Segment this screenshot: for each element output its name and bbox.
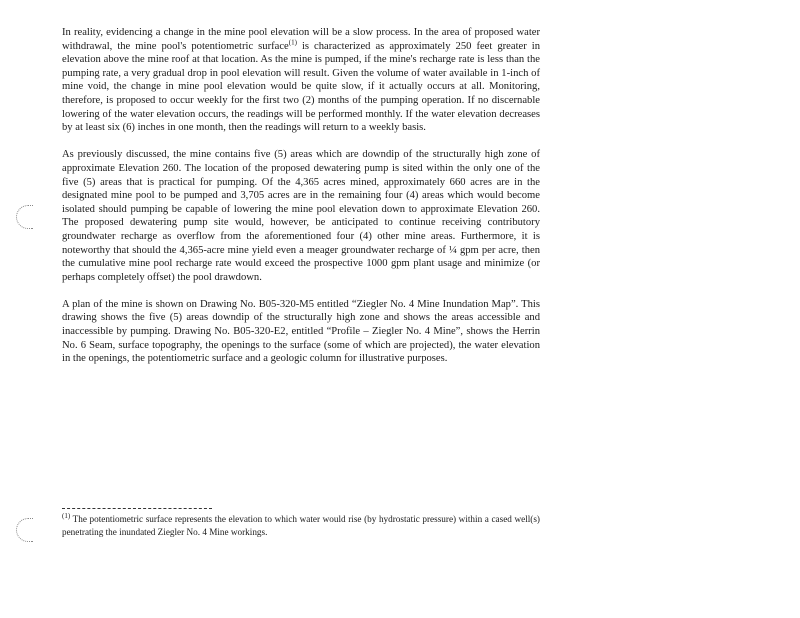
paragraph-1-start: In reality, evidencing a change in the mine pool elevation will be a slow process. In the area of proposed water withdrawal, the mine pool's potentiometric surface	[62, 27, 540, 52]
paragraph-2: As previously discussed, the mine contains five (5) areas which are downdip of the structurally high zone of approximate Elevation 260. The location of the proposed dewatering pump is sited within the only one of the five (5) areas that is practical for pumping. Of the 4,365 acres mined, approximately 660 acres are in the designated mine pool to be pumped and 3,705 acres are in the remaining four (4) areas which would become isolated should pumping be capable of lowering the mine pool elevation down to approximate Elevation 260. The proposed dewatering pump site would, however, be anticipated to continue receiving contributory groundwater recharge as overflow from the aforementioned four (4) other mine areas. Furthermore, it is noteworthy that should the 4,365-acre mine yield even a meager groundwater recharge of ¼ gpm per acre, then the cumulative mine pool recharge rate would exceed the prospective 1000 gpm plant usage and minimize (or perhaps completely offset) the pool drawdown.	[62, 149, 540, 283]
footnote-marker: (1)	[62, 511, 71, 520]
punch-hole-mark	[16, 518, 33, 542]
footnote-reference: (1)	[288, 38, 297, 47]
footnote-text: The potentiometric surface represents the elevation to which water would rise (by hydrostatic pressure) within a cased well(s) penetrating the inundated Ziegler No. 4 Mine workings.	[62, 514, 540, 537]
cut-off-header-text	[100, 0, 280, 4]
footnote-separator	[62, 508, 212, 509]
paragraph-1-rest: is characterized as approximately 250 feet greater in elevation above the mine roof at that location. As the mine is pumped, if the mine's recharge rate is less than the pumping rate, a very gradual drop in pool elevation will result. Given the volume of water available in 1-inch of mine void, the change in mine pool elevation would be quite slow, if it actually occurs at all. Monitoring, therefore, is proposed to occur weekly for the first two (2) months of the pumping operation. If no discernable lowering of the water elevation occurs, the readings will be performed monthly. If the water elevation decreases by at least six (6) inches in one month, then the readings will return to a weekly basis.	[62, 40, 540, 134]
paragraph-3: A plan of the mine is shown on Drawing No. B05-320-M5 entitled “Ziegler No. 4 Mine Inundation Map”. This drawing shows the five (5) areas downdip of the structurally high zone and shows the areas accessible and inaccessible by pumping. Drawing No. B05-320-E2, entitled “Profile – Ziegler No. 4 Mine”, shows the Herrin No. 6 Seam, surface topography, the openings to the surface (some of which are projected), the water elevation in the openings, the potentiometric surface and a geologic column for illustrative purposes.	[62, 298, 540, 365]
body-text	[62, 26, 540, 379]
footnote	[62, 513, 540, 538]
paragraph-1	[62, 26, 540, 135]
punch-hole-mark	[16, 205, 33, 229]
